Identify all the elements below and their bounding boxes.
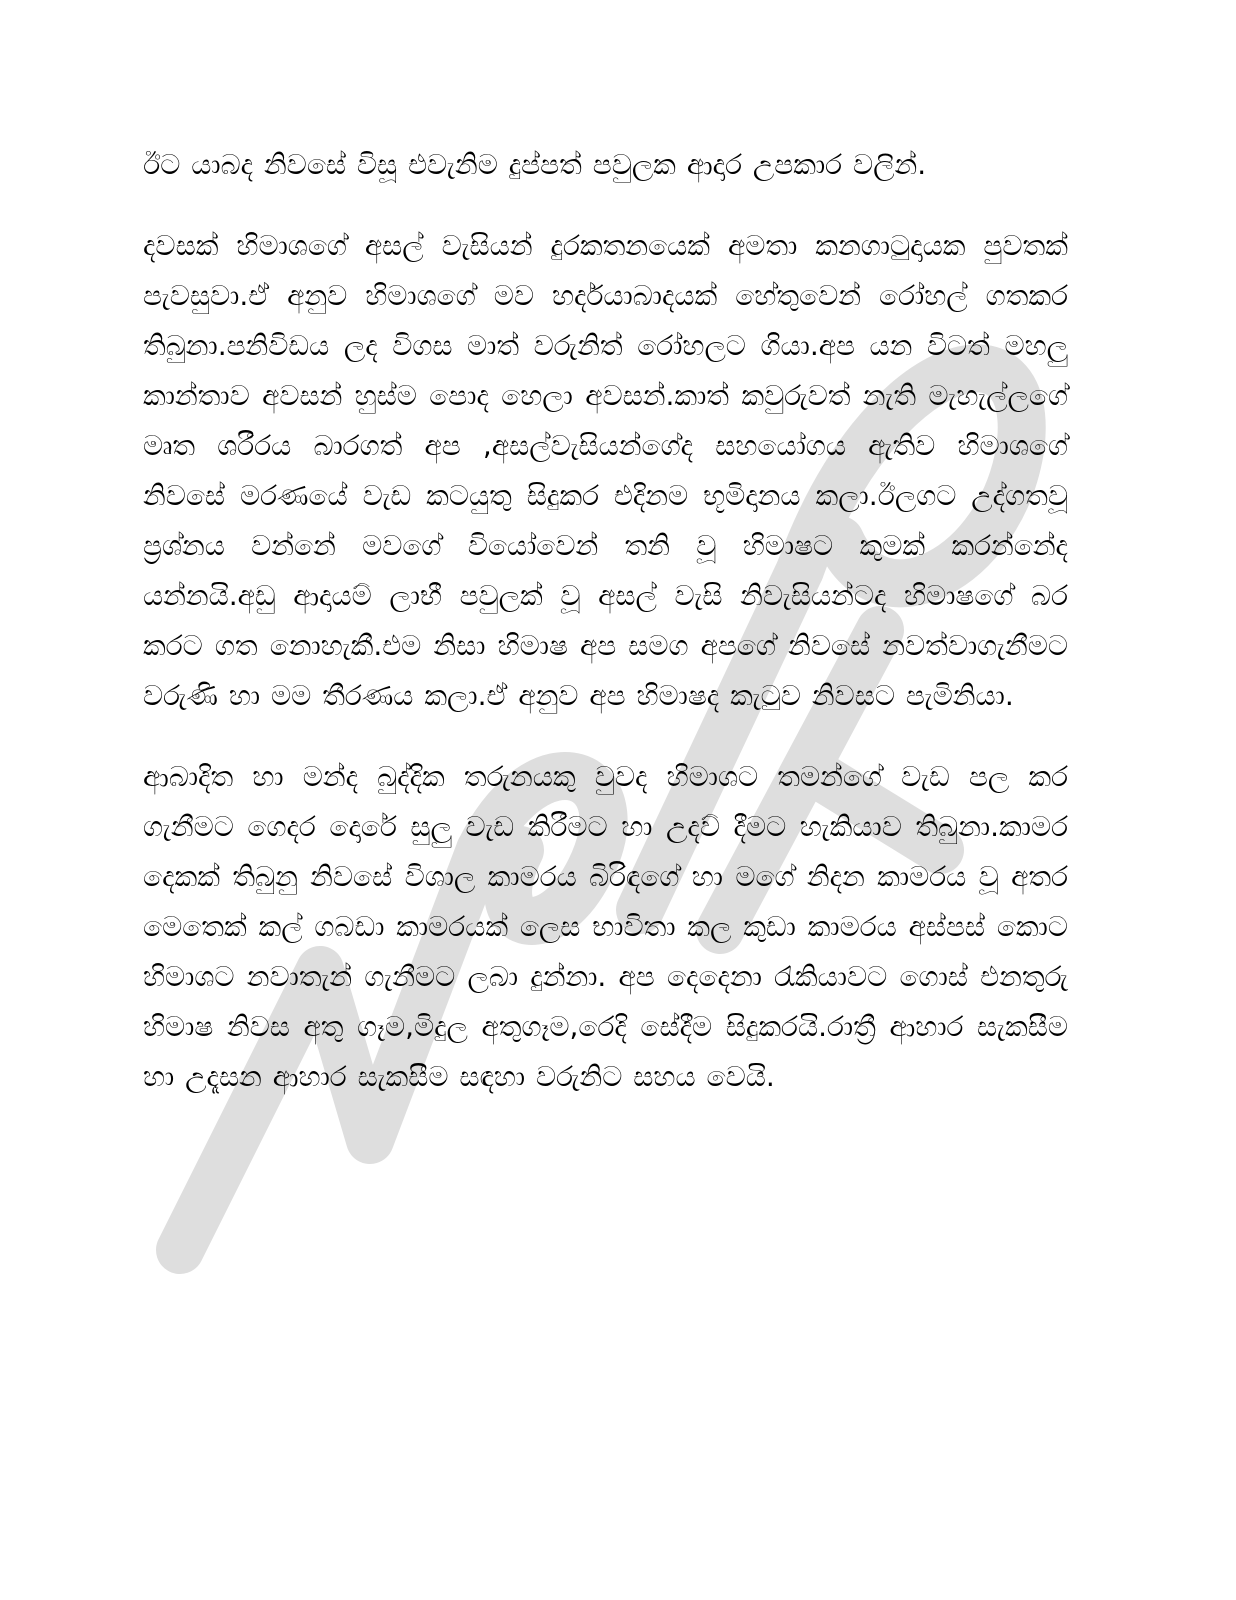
paragraph-2: දවසක් හිමාශගේ අසල් වැසියන් දුරකතනයෙක් අමතා කනගාටුදායක පුවතක් පැවසුවා.ඒ අනුව හිමාශගේ මව හර්දයාබාදයක් හේතුවෙන් රෝහල් ගතකර තිබුනා.පනිවිඩය ලද විගස මාත් වරුනිත් රෝහලට ගියා.අප යන විටත් මහලු කාන්තාව අවසන් හුස්ම පොද හෙලා අවසන්.කාත් කවුරුවත් නැති මැහැල්ලගේ මෘත ශරීරය බාරගත් අප ,අසල්වැසියන්ගේද සහයෝගය ඇතිව හිමාශගේ නිවසේ මරණයේ වැඩ කටයුතු සිදුකර එදිනම භූමිදානය කලා.ඊලගට උද්ගතවූ ප්‍රශ්නය වන්නේ මවගේ වියෝවෙන් තනි වූ හිමාෂට කුමක් කරන්නේද යන්නයි.අඩු ආදායම් ලාභී පවුලක් වූ අසල් වැසි නිවැසියන්ටද හිමාෂගේ බර කරට ගත නොහැකී.එම නිසා හිමාෂ අප සමග අපගේ නිවසේ නවත්වාගැනීමට වරුණි හා මම තීරණය කලා.ඒ අනුව අප හිමාෂද කැටුව නිවසට පැමිනියා. xyxy=(143,229,1068,712)
paragraph-3: ආබාදිත හා මන්ද බුද්දික තරුනයකු වුවද හිමාශට තමන්ගේ වැඩ පල කර ගැනීමට ගෙදර දොරේ සුලු වැඩ කිරීමට හා උදව් දීමට හැකියාව තිබුනා.කාමර දෙකක් තිබුනු නිවසේ විශාල කාමරය බිරිඳගේ හා මගේ නිදන කාමරය වූ අතර මෙතෙක් කල් ගබඩා කාමරයක් ලෙස භාවිතා කල කුඩා කාමරය අස්පස් කොට හිමාශට නවාතැන් ගැනීමට ලබා දුන්නා. අප දෙදෙනා රැකියාවට ගොස් එනතුරු හිමාෂ නිවස අතු ගෑම,මිදුල අතුගෑම,රෙදි සේදීම සිදුකරයි.රාත්‍රී ආහාර සැකසීම හා උදෑසන ආහාර සැකසීම සඳහා වරුනිට සහය වෙයි. xyxy=(143,760,1068,1093)
paragraph-1: ඊට යාබද නිවසේ විසූ එවැනිම දුප්පත් පවුලක ආදාර උපකාර වලින්. xyxy=(143,148,927,181)
document-body xyxy=(143,140,1068,1133)
